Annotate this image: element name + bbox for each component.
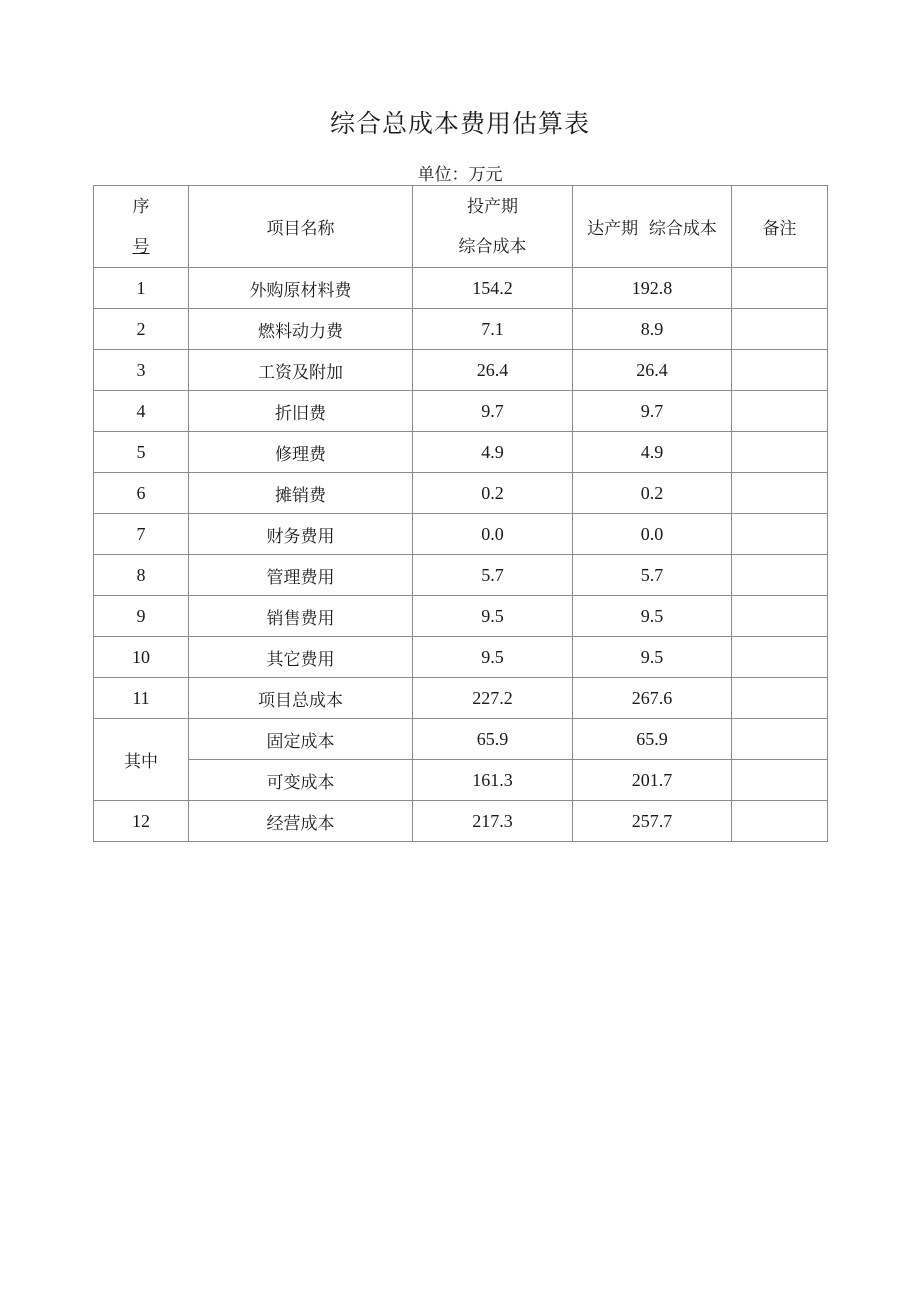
header-production-cost bbox=[413, 186, 573, 268]
row-full-production-cost: 0.0 bbox=[573, 514, 732, 555]
row-seq: 1 bbox=[94, 268, 189, 309]
row-item: 折旧费 bbox=[189, 391, 413, 432]
table-row bbox=[94, 801, 828, 842]
table-row bbox=[94, 391, 828, 432]
row-production-cost: 154.2 bbox=[413, 268, 573, 309]
row-seq: 3 bbox=[94, 350, 189, 391]
header-production-line2: 综合成本 bbox=[458, 236, 527, 257]
table-row bbox=[94, 637, 828, 678]
row-production-cost: 4.9 bbox=[413, 432, 573, 473]
row-seq: 11 bbox=[94, 678, 189, 719]
row-seq: 12 bbox=[94, 801, 189, 842]
row-seq: 5 bbox=[94, 432, 189, 473]
row-note bbox=[732, 555, 828, 596]
row-full-production-cost: 65.9 bbox=[573, 719, 732, 760]
row-item: 可变成本 bbox=[189, 760, 413, 801]
row-item: 工资及附加 bbox=[189, 350, 413, 391]
table-row bbox=[94, 596, 828, 637]
row-seq: 8 bbox=[94, 555, 189, 596]
row-seq: 4 bbox=[94, 391, 189, 432]
row-note bbox=[732, 432, 828, 473]
page-title: 综合总成本费用估算表 bbox=[329, 109, 590, 138]
row-note bbox=[732, 637, 828, 678]
row-full-production-cost: 0.2 bbox=[573, 473, 732, 514]
row-note bbox=[732, 391, 828, 432]
row-note bbox=[732, 596, 828, 637]
row-production-cost: 7.1 bbox=[413, 309, 573, 350]
row-note bbox=[732, 309, 828, 350]
table-row bbox=[94, 678, 828, 719]
row-production-cost: 26.4 bbox=[413, 350, 573, 391]
row-production-cost: 227.2 bbox=[413, 678, 573, 719]
header-item-name: 项目名称 bbox=[189, 186, 413, 268]
row-item: 外购原材料费 bbox=[189, 268, 413, 309]
row-full-production-cost: 9.5 bbox=[573, 637, 732, 678]
row-full-production-cost: 257.7 bbox=[573, 801, 732, 842]
row-note bbox=[732, 473, 828, 514]
row-production-cost: 0.0 bbox=[413, 514, 573, 555]
row-full-production-cost: 9.5 bbox=[573, 596, 732, 637]
header-seq-line2: 号 bbox=[132, 236, 150, 257]
row-full-production-cost: 8.9 bbox=[573, 309, 732, 350]
row-item: 经营成本 bbox=[189, 801, 413, 842]
table-row bbox=[94, 350, 828, 391]
row-production-cost: 65.9 bbox=[413, 719, 573, 760]
table-row bbox=[94, 432, 828, 473]
row-production-cost: 5.7 bbox=[413, 555, 573, 596]
row-item: 修理费 bbox=[189, 432, 413, 473]
header-production-line1: 投产期 bbox=[467, 196, 518, 217]
row-item: 销售费用 bbox=[189, 596, 413, 637]
row-full-production-cost: 201.7 bbox=[573, 760, 732, 801]
row-item: 管理费用 bbox=[189, 555, 413, 596]
row-full-production-cost: 4.9 bbox=[573, 432, 732, 473]
table-row bbox=[94, 268, 828, 309]
row-seq: 7 bbox=[94, 514, 189, 555]
row-production-cost: 9.5 bbox=[413, 637, 573, 678]
row-production-cost: 9.7 bbox=[413, 391, 573, 432]
row-note bbox=[732, 268, 828, 309]
row-note bbox=[732, 760, 828, 801]
row-production-cost: 217.3 bbox=[413, 801, 573, 842]
unit-label: 单位：万元 bbox=[417, 165, 503, 185]
table-row-variable-cost bbox=[94, 760, 828, 801]
table-row bbox=[94, 473, 828, 514]
header-full-production-cost: 达产期 综合成本 bbox=[573, 186, 732, 268]
row-note bbox=[732, 801, 828, 842]
row-full-production-cost: 26.4 bbox=[573, 350, 732, 391]
table-header-row bbox=[94, 186, 828, 268]
of-which-label: 其中 bbox=[94, 719, 189, 801]
table-row bbox=[94, 309, 828, 350]
row-full-production-cost: 9.7 bbox=[573, 391, 732, 432]
row-item: 财务费用 bbox=[189, 514, 413, 555]
row-note bbox=[732, 678, 828, 719]
row-production-cost: 0.2 bbox=[413, 473, 573, 514]
header-seq-line1: 序 bbox=[132, 196, 150, 217]
row-full-production-cost: 5.7 bbox=[573, 555, 732, 596]
row-seq: 10 bbox=[94, 637, 189, 678]
table-row-fixed-cost bbox=[94, 719, 828, 760]
table-row bbox=[94, 514, 828, 555]
cost-estimate-table bbox=[93, 185, 828, 842]
header-note: 备注 bbox=[732, 186, 828, 268]
row-item: 项目总成本 bbox=[189, 678, 413, 719]
row-item: 燃料动力费 bbox=[189, 309, 413, 350]
row-seq: 6 bbox=[94, 473, 189, 514]
row-item: 固定成本 bbox=[189, 719, 413, 760]
row-full-production-cost: 192.8 bbox=[573, 268, 732, 309]
row-note bbox=[732, 350, 828, 391]
row-full-production-cost: 267.6 bbox=[573, 678, 732, 719]
row-item: 其它费用 bbox=[189, 637, 413, 678]
row-note bbox=[732, 719, 828, 760]
row-note bbox=[732, 514, 828, 555]
header-seq bbox=[94, 186, 189, 268]
row-seq: 2 bbox=[94, 309, 189, 350]
row-item: 摊销费 bbox=[189, 473, 413, 514]
row-production-cost: 161.3 bbox=[413, 760, 573, 801]
table-row bbox=[94, 555, 828, 596]
row-production-cost: 9.5 bbox=[413, 596, 573, 637]
row-seq: 9 bbox=[94, 596, 189, 637]
